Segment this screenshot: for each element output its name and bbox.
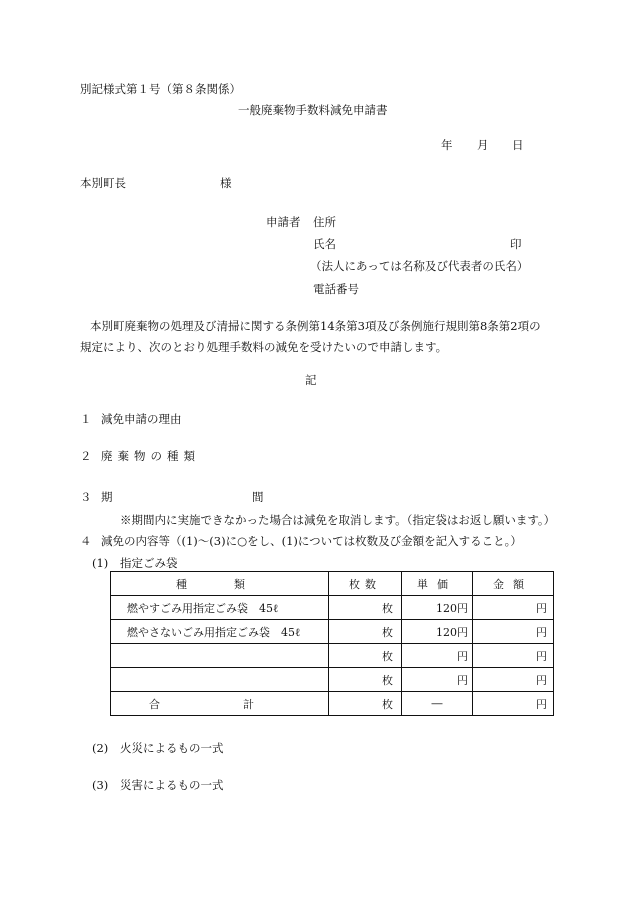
total-amount-unit: 円 <box>473 692 554 716</box>
table-row <box>111 596 554 620</box>
body-line-2: 規定により、次のとおり処理手数料の減免を受けたいので申請します。 <box>80 340 448 354</box>
table-header-row <box>111 572 554 596</box>
item-4-number: ４ <box>80 534 92 548</box>
applicant-corporate-note: （法人にあっては名称及び代表者の氏名） <box>310 259 529 273</box>
item-2-number: ２ <box>80 449 92 463</box>
total-price-dash: ― <box>402 692 473 716</box>
document-title: 一般廃棄物手数料減免申請書 <box>238 103 388 117</box>
addressee-honorific: 様 <box>220 176 232 190</box>
ki-heading: 記 <box>305 373 317 387</box>
header-kind: 種 類 <box>111 572 329 596</box>
body-line-1: 本別町廃棄物の処理及び清掃に関する条例第14条第3項及び条例施行規則第8条第2項の <box>90 319 541 333</box>
row-kind <box>111 668 329 692</box>
row-qty-unit: 枚 <box>329 644 402 668</box>
sub-item-3-text: 災害によるもの一式 <box>120 778 224 792</box>
item-2-text: 廃棄物の種類 <box>101 449 200 463</box>
fee-table <box>110 571 554 716</box>
header-price: 単価 <box>402 572 473 596</box>
applicant-phone-label: 電話番号 <box>313 282 359 296</box>
row-kind: 燃やすごみ用指定ごみ袋 45ℓ <box>111 596 329 620</box>
sub-item-2-number: (2) <box>92 741 109 755</box>
row-price: 120円 <box>402 596 473 620</box>
item-3-number: ３ <box>80 490 92 504</box>
applicant-name-label: 氏名 <box>313 237 336 251</box>
row-qty-unit: 枚 <box>329 668 402 692</box>
row-qty-unit: 枚 <box>329 596 402 620</box>
item-1-number: １ <box>80 412 92 426</box>
sub-item-2-text: 火災によるもの一式 <box>120 741 224 755</box>
item-1-text: 減免申請の理由 <box>101 412 182 426</box>
applicant-address-label: 住所 <box>313 215 336 229</box>
item-3-text: 期 間 <box>101 490 328 504</box>
row-price: 120円 <box>402 620 473 644</box>
row-price: 円 <box>402 668 473 692</box>
applicant-label: 申請者 <box>266 215 301 229</box>
table-row <box>111 644 554 668</box>
row-amount-unit: 円 <box>473 668 554 692</box>
row-amount-unit: 円 <box>473 596 554 620</box>
addressee-name: 本別町長 <box>80 176 126 190</box>
form-reference: 別記様式第１号（第８条関係） <box>80 82 241 96</box>
table-row <box>111 620 554 644</box>
item-4-text: 減免の内容等（(1)～(3)に○をし、(1)については枚数及び金額を記入すること。） <box>101 534 522 548</box>
sub-item-3-number: (3) <box>92 778 109 792</box>
row-kind: 燃やさないごみ用指定ごみ袋 45ℓ <box>111 620 329 644</box>
period-note: ※期間内に実施できなかった場合は減免を取消します。（指定袋はお返し願います。） <box>120 513 556 527</box>
total-label: 合 計 <box>111 692 329 716</box>
header-amount: 金額 <box>473 572 554 596</box>
date-month-label: 月 <box>477 138 489 152</box>
date-year-label: 年 <box>441 138 453 152</box>
date-day-label: 日 <box>512 138 524 152</box>
sub-item-1-text: 指定ごみ袋 <box>120 556 178 570</box>
row-amount-unit: 円 <box>473 644 554 668</box>
header-qty: 枚数 <box>329 572 402 596</box>
table-total-row <box>111 692 554 716</box>
row-amount-unit: 円 <box>473 620 554 644</box>
row-price: 円 <box>402 644 473 668</box>
row-kind <box>111 644 329 668</box>
sub-item-1-number: (1) <box>92 556 109 570</box>
row-qty-unit: 枚 <box>329 620 402 644</box>
seal-mark: 印 <box>510 237 522 251</box>
total-qty-unit: 枚 <box>329 692 402 716</box>
table-row <box>111 668 554 692</box>
